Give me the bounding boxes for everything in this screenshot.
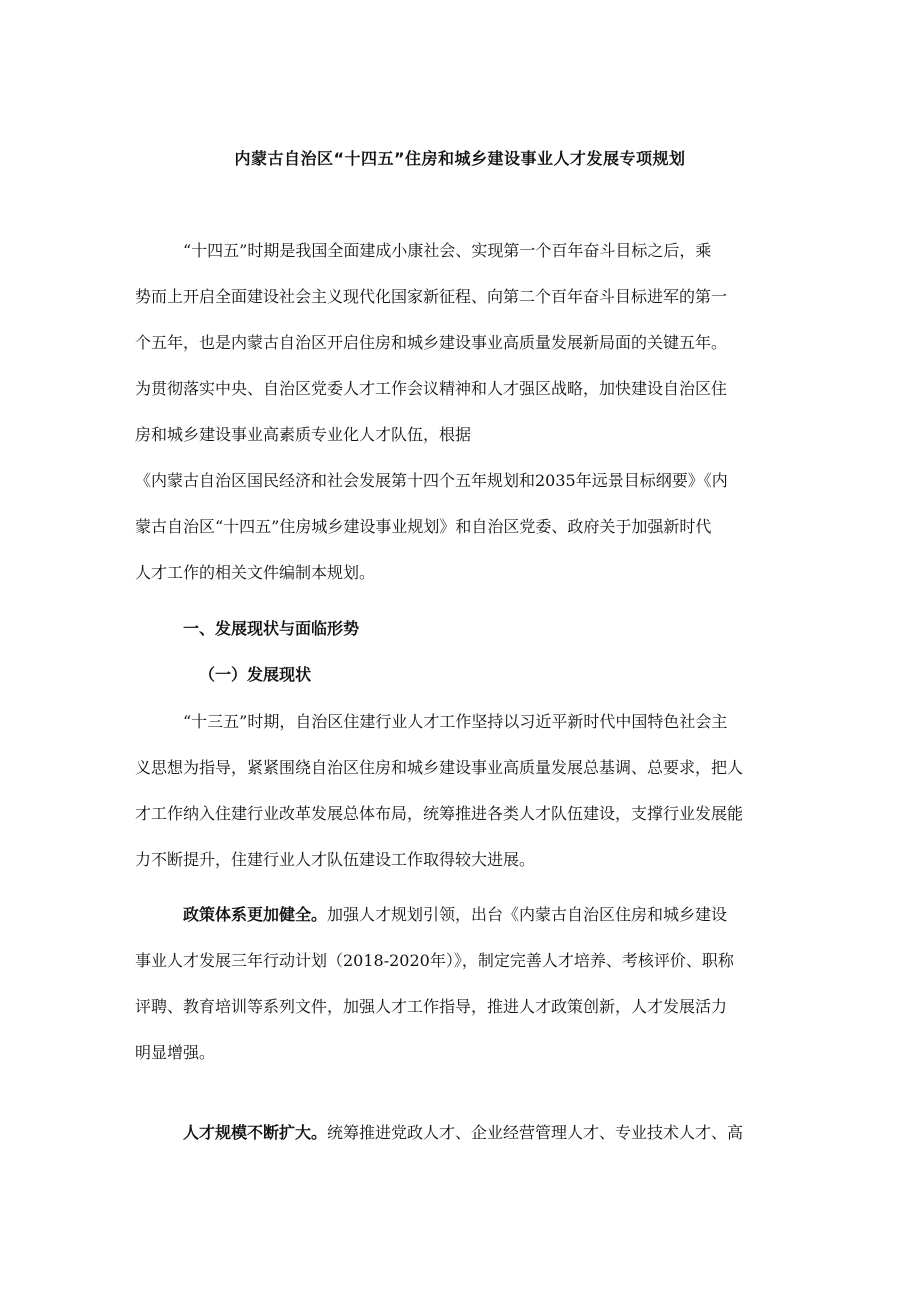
text-line: 明显增强。 — [135, 1043, 216, 1062]
text-line — [135, 1110, 783, 1156]
policy-paragraph — [135, 892, 783, 1076]
text-line: 蒙古自治区“十四五”住房城乡建设事业规划》和自治区党委、政府关于加强新时代 — [135, 517, 712, 536]
text-line: 《内蒙古自治区国民经济和社会发展第十四个五年规划和2035年远景目标纲要》《内 — [135, 471, 728, 490]
intro-paragraph — [135, 228, 783, 596]
text-line: “十三五”时期，自治区住建行业人才工作坚持以习近平新时代中国特色社会主 — [183, 712, 728, 731]
subsection-heading: （一）发展现状 — [199, 665, 312, 684]
policy-lead: 政策体系更加健全。 — [183, 905, 328, 924]
status-paragraph — [135, 699, 783, 883]
text-line: 个五年，也是内蒙古自治区开启住房和城乡建设事业高质量发展新局面的关键五年。 — [135, 333, 728, 352]
policy-text: 加强人才规划引领，出台《内蒙古自治区住房和城乡建设 — [327, 905, 728, 924]
text-line: “十四五”时期是我国全面建成小康社会、实现第一个百年奋斗目标之后，乘 — [183, 241, 712, 260]
scale-lead: 人才规模不断扩大。 — [183, 1123, 328, 1142]
text-line: 力不断提升，住建行业人才队伍建设工作取得较大进展。 — [135, 850, 536, 869]
scale-text: 统筹推进党政人才、企业经营管理人才、专业技术人才、高 — [327, 1123, 744, 1142]
text-line — [135, 892, 783, 938]
text-line: 才工作纳入住建行业改革发展总体布局，统筹推进各类人才队伍建设，支撑行业发展能 — [135, 804, 744, 823]
text-line: 为贯彻落实中央、自治区党委人才工作会议精神和人才强区战略，加快建设自治区住 — [135, 379, 728, 398]
text-line: 义思想为指导，紧紧围绕自治区住房和城乡建设事业高质量发展总基调、总要求，把人 — [135, 758, 744, 777]
text-line: 事业人才发展三年行动计划（2018-2020年）》，制定完善人才培养、考核评价、职称 — [135, 951, 734, 970]
text-line: 人才工作的相关文件编制本规划。 — [135, 563, 376, 582]
text-line: 势而上开启全面建设社会主义现代化国家新征程、向第二个百年奋斗目标进军的第一 — [135, 287, 728, 306]
text-line: 评聘、教育培训等系列文件，加强人才工作指导，推进人才政策创新，人才发展活力 — [135, 997, 728, 1016]
text-line: 房和城乡建设事业高素质专业化人才队伍，根据 — [135, 425, 472, 444]
section-heading: 一、发展现状与面临形势 — [183, 619, 360, 638]
document-title: 内蒙古自治区“十四五”住房和城乡建设事业人才发展专项规划 — [234, 149, 686, 168]
scale-paragraph — [135, 1110, 783, 1156]
